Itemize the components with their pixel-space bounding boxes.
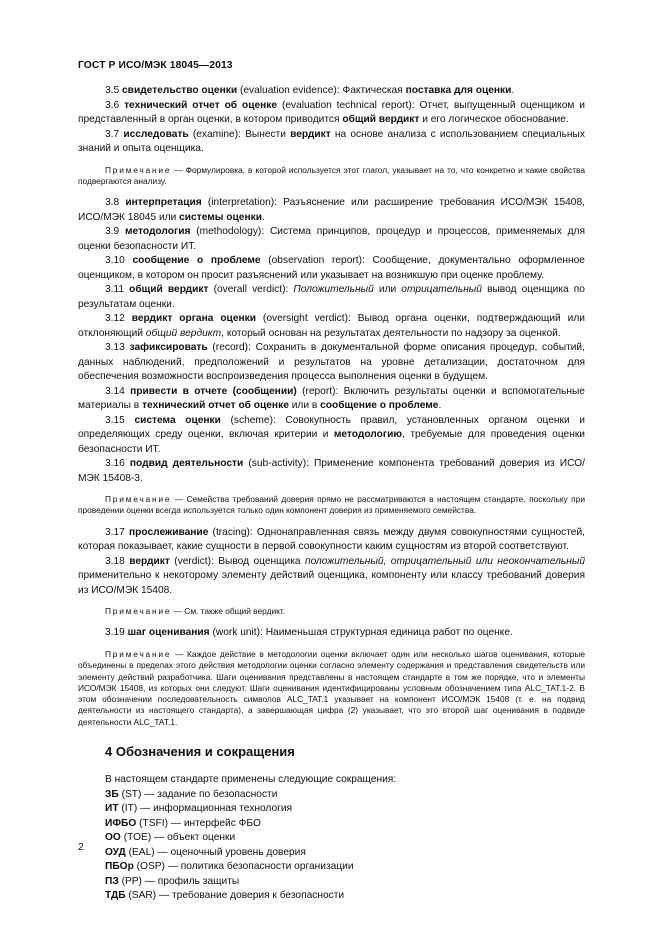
page-header: ГОСТ Р ИСО/МЭК 18045—2013 <box>78 60 233 71</box>
definition-3-17: 3.17 прослеживание (tracing): Однонаправленная связь между двумя совокупностями сущностей, которая показывает, какие сущности в первой совокупности каким сущностям из второй соответствуют. <box>78 526 585 553</box>
definition-3-7: 3.7 исследовать (examine): Вынести вердикт на основе анализа с использованием специальных знаний и опыта оценщика. <box>78 128 585 154</box>
list-item: ИТ (IT) — информационная технология <box>105 803 293 815</box>
list-item: ОО (TOE) — объект оценки <box>105 832 236 844</box>
definition-3-6: 3.6 технический отчет об оценке (evaluation technical report): Отчет, выпущенный оценщиком и представленный в орган оценки, в котором приводится общий вердикт и его логическое обоснование. <box>78 99 585 125</box>
section-4-intro: В настоящем стандарте применены следующие сокращения: <box>105 774 397 786</box>
page-content <box>78 84 585 904</box>
note-2: Примечание — Семейства требований доверия прямо не рассматриваются в настоящем стандарте, поскольку при проведении оценки всегда используется только один компонент доверия из применяемого семейства. <box>78 494 585 516</box>
definition-3-10: 3.10 сообщение о проблеме (observation report): Сообщение, документально оформленное оценщиком, в котором он просит разъяснений или указывает на возникшую при оценке проблему. <box>78 255 585 281</box>
section-4-heading: 4 Обозначения и сокращения <box>105 744 295 760</box>
definition-3-19: 3.19 шаг оценивания (work unit): Наименьшая структурная единица работ по оценке. <box>105 627 513 639</box>
list-item: ПБОр (OSP) — политика безопасности организации <box>105 861 354 873</box>
abbreviation-list <box>78 788 585 904</box>
definition-3-18: 3.18 вердикт (verdict): Вывод оценщика положительный, отрицательный или неокончательный применительно к некоторому элементу действий оценщика, компоненту или классу требований доверия из ИСО/МЭК 15408. <box>78 555 585 596</box>
definition-3-15: 3.15 система оценки (scheme): Совокупность правил, установленных органом оценки и определяющих среду оценки, включая критерии и методологию, требуемые для проведения оценки безопасности ИТ. <box>78 414 585 455</box>
definition-3-9: 3.9 методология (methodology): Система принципов, процедур и процессов, применяемых для оценки безопасности ИТ. <box>78 226 585 252</box>
definition-3-12: 3.12 вердикт органа оценки (oversight verdict): Вывод органа оценки, подтверждающий или отклоняющий общий вердикт, который основан на результатах деятельности по надзору за оценкой. <box>78 313 585 339</box>
definition-3-16: 3.16 подвид деятельности (sub-activity): Применение компонента требований доверия из ИСО/МЭК 15408-3. <box>78 458 585 484</box>
list-item: ИФБО (TSFI) — интерфейс ФБО <box>105 817 261 829</box>
list-item: ЗБ (ST) — задание по безопасности <box>105 788 278 800</box>
note-3: Примечание — См. также общий вердикт. <box>105 606 286 617</box>
page-number: 2 <box>78 841 84 853</box>
list-item: ОУД (EAL) — оценочный уровень доверия <box>105 846 306 858</box>
list-item: ПЗ (PP) — профиль защиты <box>105 875 240 887</box>
definition-3-8: 3.8 интерпретация (interpretation): Разъяснение или расширение требования ИСО/МЭК 15408, ИСО/МЭК 18045 или системы оценки. <box>78 197 585 223</box>
list-item: ТДБ (SAR) — требование доверия к безопасности <box>105 890 345 902</box>
definition-3-11: 3.11 общий вердикт (overall verdict): Положительный или отрицательный вывод оценщика по результатам оценки. <box>78 284 585 310</box>
definition-3-13: 3.13 зафиксировать (record): Сохранить в документальной форме описания процедур, событий, данных наблюдений, предположений и результатов на уровне детализации, достаточном для обеспечения возможности воспроизведения процесса выполнения оценки в будущем. <box>78 342 585 383</box>
note-1: Примечание — Формулировка, в которой используется этот глагол, указывает на то, что конкретно и какие свойства подвергаются анализу. <box>78 164 586 186</box>
note-4: Примечание — Каждое действие в методологии оценки включает один или несколько шагов оценивания, которые объединены в пределах этого действия методологии оценки согласно элементу содержания и представления свидетельств или элементу действий разработчика. Шаги оценивания представлены в настоящем стандарте в том же порядке, что и элементы ИСО/МЭК 15408, из которых они следуют. Шаги оценивания идентифицированы условным обозначением типа ALC_TAT.1-2. В этом обозначении последовательность символов ALC_TAT.1 указывает на компонент ИСО/МЭК 15408 (т. е. на подвид деятельности из настоящего стандарта), а завершающая цифра (2) указывает, что это второй шаг оценивания в подвиде деятельности ALC_TAT.1. <box>78 648 585 727</box>
definition-3-5: 3.5 свидетельство оценки (evaluation evidence): Фактическая поставка для оценки. <box>105 85 515 96</box>
definition-3-14: 3.14 привести в отчете (сообщении) (report): Включить результаты оценки и вспомогательные материалы в технический отчет об оценке или в сообщение о проблеме. <box>78 385 585 412</box>
